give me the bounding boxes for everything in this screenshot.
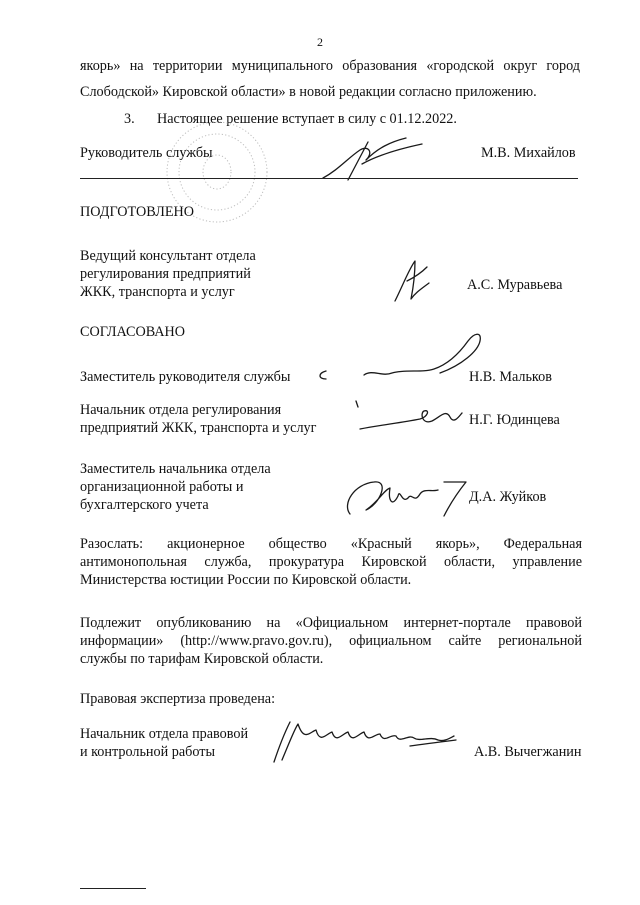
signer-name: Д.А. Жуйков (469, 489, 547, 505)
position-line: регулирования предприятий (80, 266, 251, 282)
head-position: Руководитель службы (80, 145, 213, 161)
agreed-heading: СОГЛАСОВАНО (80, 324, 186, 340)
prepared-name: А.С. Муравьева (467, 277, 563, 293)
paragraph-line: Подлежит опубликованию на «Официальном интернет-портале правовой (80, 615, 582, 631)
signer-position (80, 460, 271, 514)
position-line: Начальник отдела правовой (80, 726, 249, 742)
position-line: Начальник отдела регулирования (80, 402, 282, 418)
prepared-signature (385, 255, 441, 307)
expertise-position (80, 725, 248, 761)
page-number: 2 (317, 35, 323, 49)
head-name: М.В. Михайлов (481, 145, 576, 161)
paragraph-line: информации» (http://www.pravo.gov.ru), официальном сайте региональной (80, 633, 582, 649)
item-text: Настоящее решение вступает в силу с 01.12.2022. (157, 111, 457, 127)
signer-name: Н.В. Мальков (469, 369, 552, 385)
signer-position (80, 401, 316, 437)
head-signature (318, 130, 428, 188)
position-line: Заместитель начальника отдела (80, 461, 271, 477)
prepared-heading: ПОДГОТОВЛЕНО (80, 204, 194, 220)
signer-name: Н.Г. Юдинцева (469, 412, 560, 428)
paragraph-line: якорь» на территории муниципального образования «городской округ город (80, 58, 580, 74)
divider-line (80, 178, 578, 179)
expertise-heading: Правовая экспертиза проведена: (80, 691, 276, 707)
signer-signature (350, 395, 465, 435)
position-line: и контрольной работы (80, 744, 215, 760)
position-line: ЖКК, транспорта и услуг (80, 284, 235, 300)
paragraph-line: Министерства юстиции России по Кировской области. (80, 572, 412, 588)
position-line: организационной работы и (80, 479, 244, 495)
position-line: бухгалтерского учета (80, 497, 209, 513)
signer-position: Заместитель руководителя службы (80, 369, 291, 385)
prepared-position (80, 247, 256, 301)
distribution-paragraph (80, 535, 582, 589)
expertise-name: А.В. Вычегжанин (474, 744, 582, 760)
footnote-separator (80, 888, 146, 889)
item-number: 3. (124, 111, 135, 127)
position-line: Ведущий консультант отдела (80, 248, 256, 264)
publication-paragraph (80, 614, 582, 668)
paragraph-line: антимонопольная служба, прокуратура Кировской области, управление (80, 554, 582, 570)
paragraph-line: Слободской» Кировской области» в новой редакции согласно приложению. (80, 84, 537, 100)
paragraph-line: Разослать: акционерное общество «Красный якорь», Федеральная (80, 536, 582, 552)
signer-signature (340, 474, 472, 522)
paragraph-line: службы по тарифам Кировской области. (80, 651, 324, 667)
expertise-signature (260, 712, 460, 767)
position-line: предприятий ЖКК, транспорта и услуг (80, 420, 317, 436)
signer-signature (312, 325, 492, 385)
